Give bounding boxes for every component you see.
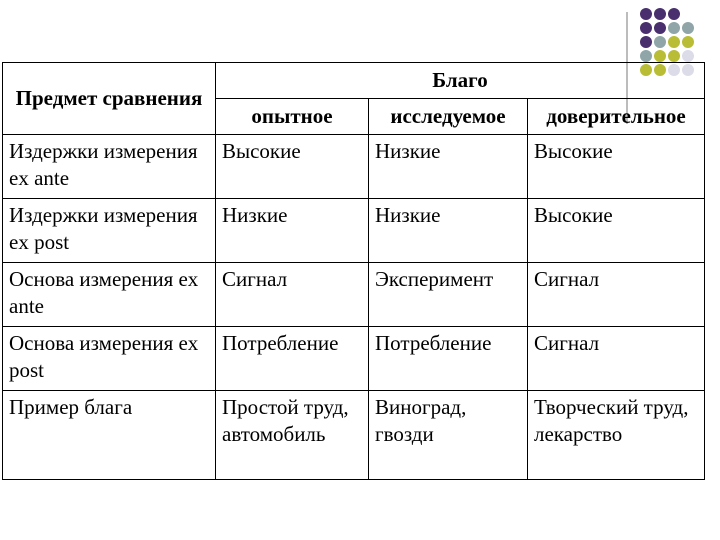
table-cell: Потребление (369, 327, 528, 391)
table-row (3, 135, 705, 199)
header-search: исследуемое (369, 99, 528, 135)
table-cell: Сигнал (528, 263, 705, 327)
row-label: Основа измерения ex post (3, 327, 216, 391)
decorative-dot (668, 22, 680, 34)
decorative-dot (682, 22, 694, 34)
table-cell: Высокие (528, 199, 705, 263)
table-cell: Низкие (216, 199, 369, 263)
table-cell: Эксперимент (369, 263, 528, 327)
table-header-row (3, 63, 705, 99)
row-label: Пример блага (3, 391, 216, 480)
decorative-dot (640, 36, 652, 48)
table-cell: Сигнал (528, 327, 705, 391)
table-cell: Сигнал (216, 263, 369, 327)
table-row (3, 391, 705, 480)
decorative-dot (640, 22, 652, 34)
table-row (3, 327, 705, 391)
header-subject: Предмет сравнения (3, 63, 216, 135)
header-good: Благо (216, 63, 705, 99)
table-row (3, 199, 705, 263)
table-cell: Высокие (528, 135, 705, 199)
decorative-dot (654, 8, 666, 20)
table-cell: Простой труд, автомобиль (216, 391, 369, 480)
row-label: Издержки измерения ex ante (3, 135, 216, 199)
decorative-dot (668, 50, 680, 62)
decorative-dot (654, 36, 666, 48)
table-row (3, 263, 705, 327)
decorative-dot (682, 36, 694, 48)
table-cell: Низкие (369, 135, 528, 199)
header-experience: опытное (216, 99, 369, 135)
decorative-dot (668, 36, 680, 48)
header-credence: доверительное (528, 99, 705, 135)
table-cell: Виноград, гвозди (369, 391, 528, 480)
decorative-dot (654, 22, 666, 34)
table-cell: Высокие (216, 135, 369, 199)
table-cell: Низкие (369, 199, 528, 263)
table-cell: Творческий труд, лекарство (528, 391, 705, 480)
comparison-table (2, 62, 705, 480)
decorative-dot (654, 50, 666, 62)
decorative-dot (682, 50, 694, 62)
decorative-dot (668, 8, 680, 20)
decorative-dot (640, 50, 652, 62)
decorative-dot (640, 8, 652, 20)
row-label: Издержки измерения ex post (3, 199, 216, 263)
decorative-dot (682, 8, 694, 20)
table-cell: Потребление (216, 327, 369, 391)
row-label: Основа измерения ex ante (3, 263, 216, 327)
